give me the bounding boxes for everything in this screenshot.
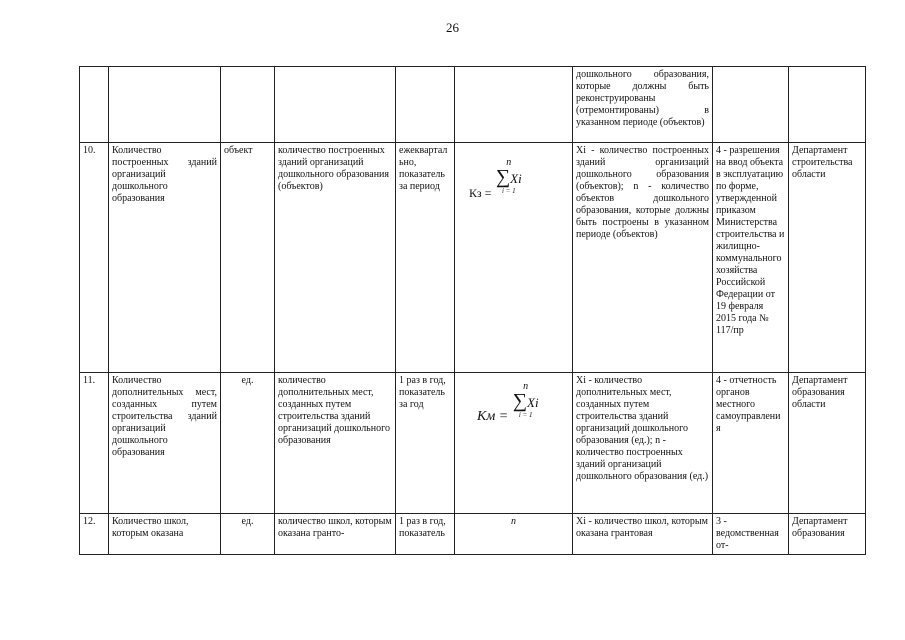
- formula-variable: Xi: [510, 171, 522, 186]
- definition: количество построенных зданий организаций дошкольного образования (объектов): [275, 143, 396, 373]
- sigma-symbol: ∑: [512, 390, 527, 412]
- definition: количество дополнительных мест, созданных путем строительства зданий организаций дошкольного образования: [275, 373, 396, 514]
- responsible: Департамент строительства области: [789, 143, 866, 373]
- periodicity: [396, 67, 455, 143]
- definition: количество школ, которым оказана гранто-: [275, 514, 396, 555]
- formula-upper-limit: n: [455, 514, 573, 555]
- unit: объект: [221, 143, 275, 373]
- description: дошкольного образования, которые должны быть реконструированы (отремонтированы) в указанном периоде (объектов): [573, 67, 713, 143]
- description: Xi - количество построенных зданий организаций дошкольного образования (объектов); n - количество объектов дошкольного образования, которые должны быть построены в указанном периоде (объектов): [573, 143, 713, 373]
- formula-lhs: Кз =: [469, 186, 492, 200]
- row-number: [80, 67, 109, 143]
- periodicity: ежеквартально, показатель за период: [396, 143, 455, 373]
- unit: [221, 67, 275, 143]
- periodicity: 1 раз в год, показатель за год: [396, 373, 455, 514]
- source: 3 - ведомственная от-: [713, 514, 789, 555]
- formula: [455, 143, 573, 373]
- responsible: [789, 67, 866, 143]
- indicator-name: Количество построенных зданий организаций дошкольного образования: [109, 143, 221, 373]
- source: 4 - разрешения на ввод объекта в эксплуатацию по форме, утвержденной приказом Министерства строительства и жилищно-коммунального хозяйства Российской Федерации от 19 февраля 2015 года № 117/пр: [713, 143, 789, 373]
- formula: [455, 373, 573, 514]
- formula-lower-limit: i = 1: [518, 411, 533, 419]
- indicator-name: Количество школ, которым оказана: [109, 514, 221, 555]
- source: 4 - отчетность органов местного самоуправления: [713, 373, 789, 514]
- table-row: [80, 143, 866, 373]
- formula-sum: [496, 157, 522, 195]
- page-number: 26: [446, 20, 459, 35]
- sigma-symbol: ∑: [495, 166, 511, 188]
- periodicity: 1 раз в год, показатель: [396, 514, 455, 555]
- indicators-table: [79, 66, 866, 555]
- indicator-name: Количество дополнительных мест, созданных путем строительства зданий организаций дошкольного образования: [109, 373, 221, 514]
- table-row: [80, 514, 866, 555]
- table-row: [80, 373, 866, 514]
- formula-lhs: Kм =: [477, 409, 509, 424]
- formula-upper-limit: n: [506, 157, 512, 168]
- indicator-name: [109, 67, 221, 143]
- row-number: 10.: [80, 143, 109, 373]
- formula-lower-limit: i = 1: [501, 187, 516, 195]
- row-number: 12.: [80, 514, 109, 555]
- formula-sum: [513, 381, 539, 419]
- source: [713, 67, 789, 143]
- definition: [275, 67, 396, 143]
- description: Xi - количество школ, которым оказана грантовая: [573, 514, 713, 555]
- responsible: Департамент образования области: [789, 373, 866, 514]
- table-row: [80, 67, 866, 143]
- row-number: 11.: [80, 373, 109, 514]
- responsible: Департамент образования: [789, 514, 866, 555]
- unit: ед.: [221, 373, 275, 514]
- unit: ед.: [221, 514, 275, 555]
- description: Xi - количество дополнительных мест, созданных путем строительства зданий организаций дошкольного образования (ед.); n - количество построенных зданий организаций дошкольного образования (ед.): [573, 373, 713, 514]
- formula-upper-limit: n: [523, 381, 529, 392]
- formula-variable: Xi: [527, 395, 539, 410]
- formula: [455, 67, 573, 143]
